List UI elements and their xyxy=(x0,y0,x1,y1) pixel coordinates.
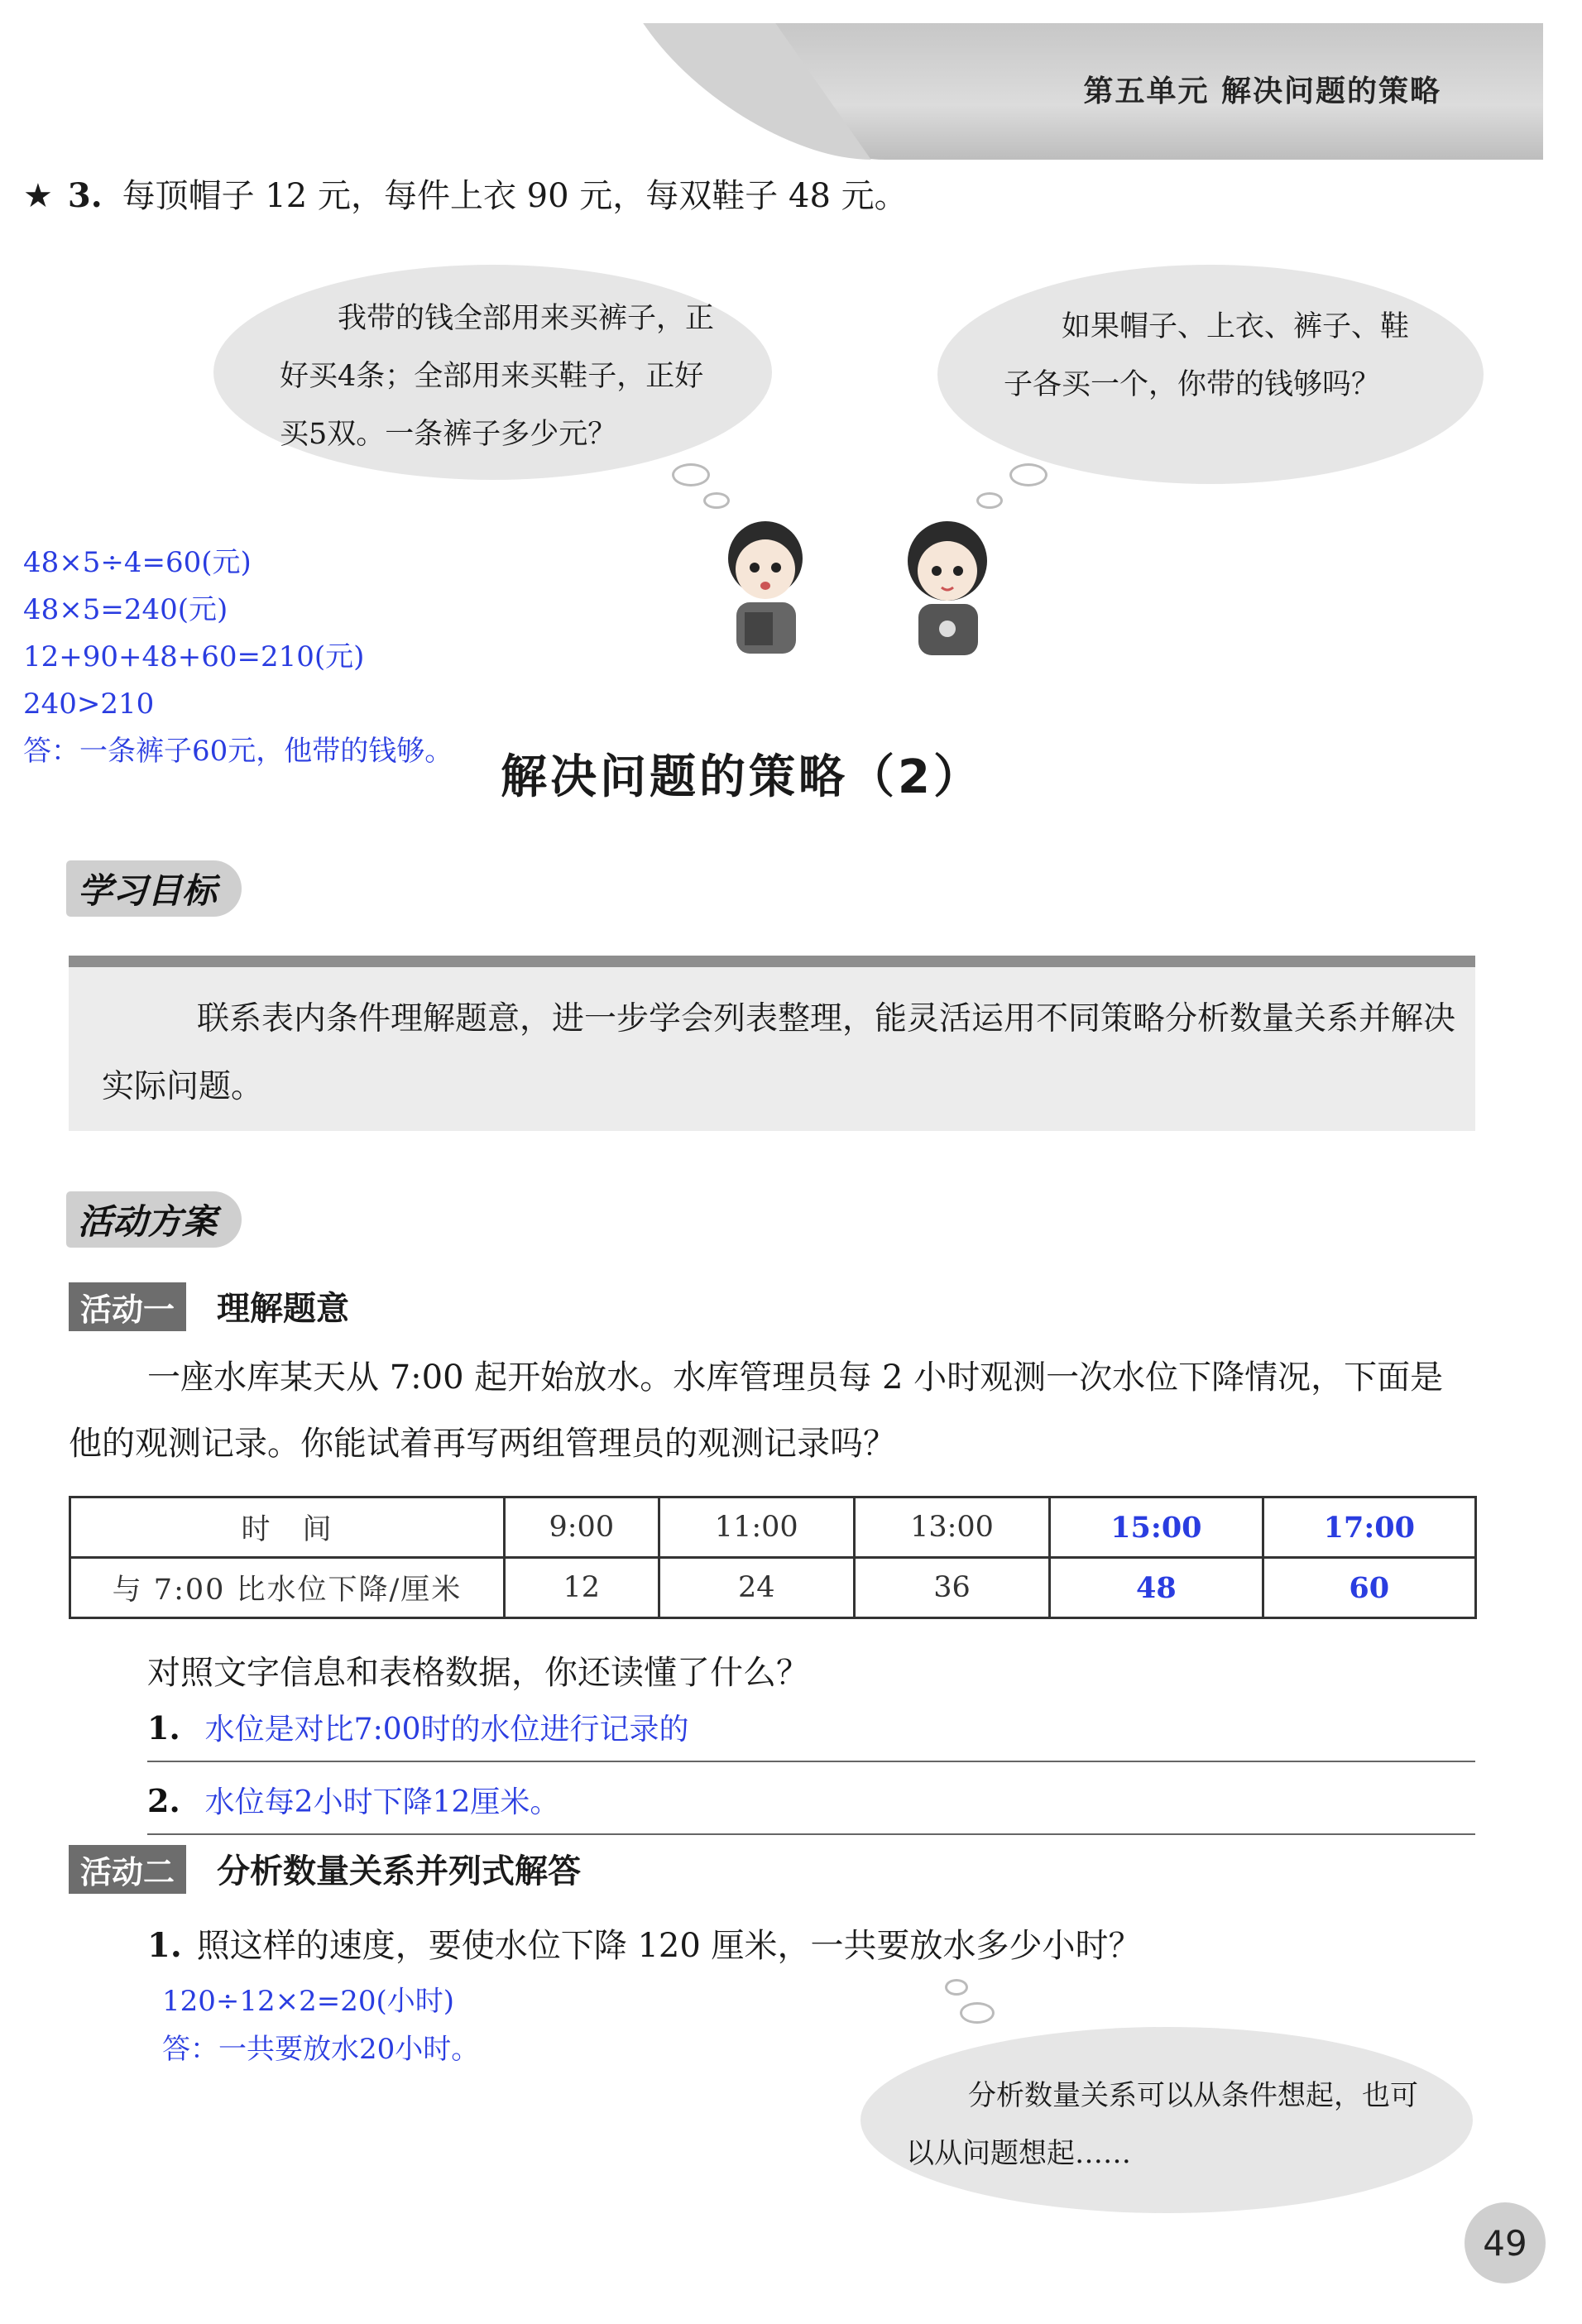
q3-answers xyxy=(23,539,453,775)
answer-text: 水位是对比7:00时的水位进行记录的 xyxy=(204,1713,689,1747)
section-title: 解决问题的策略（2） xyxy=(501,750,983,804)
answer-number: 1. xyxy=(147,1709,180,1747)
girl-icon xyxy=(894,513,1009,662)
answer-line-1 xyxy=(147,1706,1475,1762)
question-number: 3. xyxy=(67,176,103,215)
answer-line: 48×5=240(元) xyxy=(23,593,228,626)
solution-line: 120÷12×2=20(小时) xyxy=(162,1985,455,2018)
learning-goal-tag: 学习目标 xyxy=(66,860,242,917)
answer-line: 48×5÷4=60(元) xyxy=(23,546,252,579)
activity-2-solution xyxy=(162,1977,479,2073)
answer-cell: 48 xyxy=(1050,1558,1263,1618)
answer-cell: 17:00 xyxy=(1263,1497,1475,1558)
table-cell: 时 间 xyxy=(70,1497,505,1558)
hint-bubble: 分析数量关系可以从条件想起，也可以从问题想起…… xyxy=(861,2027,1473,2213)
table-cell: 与 7:00 比水位下降/厘米 xyxy=(70,1558,505,1618)
table-cell: 11:00 xyxy=(659,1497,854,1558)
learning-goal-box: 联系表内条件理解题意，进一步学会列表整理，能灵活运用不同策略分析数量关系并解决实际问题。 xyxy=(69,956,1475,1131)
answer-line: 240>210 xyxy=(23,688,155,721)
thought-dot xyxy=(672,463,710,486)
table-row xyxy=(70,1497,1476,1558)
table-cell: 13:00 xyxy=(854,1497,1049,1558)
activity-2-label: 活动二 xyxy=(69,1845,186,1894)
solution-line: 答：一共要放水20小时。 xyxy=(162,2033,480,2066)
observation-table xyxy=(69,1496,1477,1619)
answer-cell: 15:00 xyxy=(1050,1497,1263,1558)
activity-plan-tag: 活动方案 xyxy=(66,1191,242,1248)
answer-line: 答：一条裤子60元，他带的钱够。 xyxy=(23,735,453,768)
activity-1-text: 一座水库某天从 7:00 起开始放水。水库管理员每 2 小时观测一次水位下降情况，下面是他的观测记录。你能试着再写两组管理员的观测记录吗？ xyxy=(69,1358,1444,1463)
speech-bubble-girl: 如果帽子、上衣、裤子、鞋子各买一个，你带的钱够吗？ xyxy=(937,265,1484,484)
table-row xyxy=(70,1558,1476,1618)
answer-number: 2. xyxy=(147,1782,180,1819)
question-3 xyxy=(23,170,908,217)
boy-icon xyxy=(712,513,827,662)
activity-2-question-1 xyxy=(147,1919,1142,1967)
activity-2-title: 分析数量关系并列式解答 xyxy=(217,1852,581,1890)
thought-dot xyxy=(960,2002,995,2024)
thought-dot xyxy=(976,492,1003,509)
answer-cell: 60 xyxy=(1263,1558,1475,1618)
speech-bubble-boy: 我带的钱全部用来买裤子，正好买4条；全部用来买鞋子，正好买5双。一条裤子多少元？ xyxy=(213,265,772,480)
table-cell: 36 xyxy=(854,1558,1049,1618)
star-icon: ★ xyxy=(23,177,53,215)
answer-line: 12+90+48+60=210(元) xyxy=(23,640,365,673)
activity-1-title: 理解题意 xyxy=(217,1290,349,1328)
unit-title: 第五单元 解决问题的策略 xyxy=(1083,74,1441,108)
table-cell: 9:00 xyxy=(505,1497,659,1558)
question-number: 1. xyxy=(147,1926,182,1965)
table-cell: 12 xyxy=(505,1558,659,1618)
answer-line-2 xyxy=(147,1779,1475,1835)
thought-dot xyxy=(945,1979,968,1996)
answer-text: 水位每2小时下降12厘米。 xyxy=(204,1785,560,1819)
question-text: 每顶帽子 12 元，每件上衣 90 元，每双鞋子 48 元。 xyxy=(122,177,908,215)
question-text: 照这样的速度，要使水位下降 120 厘米，一共要放水多少小时？ xyxy=(196,1927,1142,1965)
thought-dot xyxy=(1009,463,1047,486)
thought-dot xyxy=(703,492,730,509)
page-number: 49 xyxy=(1465,2202,1546,2283)
table-cell: 24 xyxy=(659,1558,854,1618)
activity-1-label: 活动一 xyxy=(69,1282,186,1331)
reading-question: 对照文字信息和表格数据，你还读懂了什么？ xyxy=(147,1654,809,1692)
